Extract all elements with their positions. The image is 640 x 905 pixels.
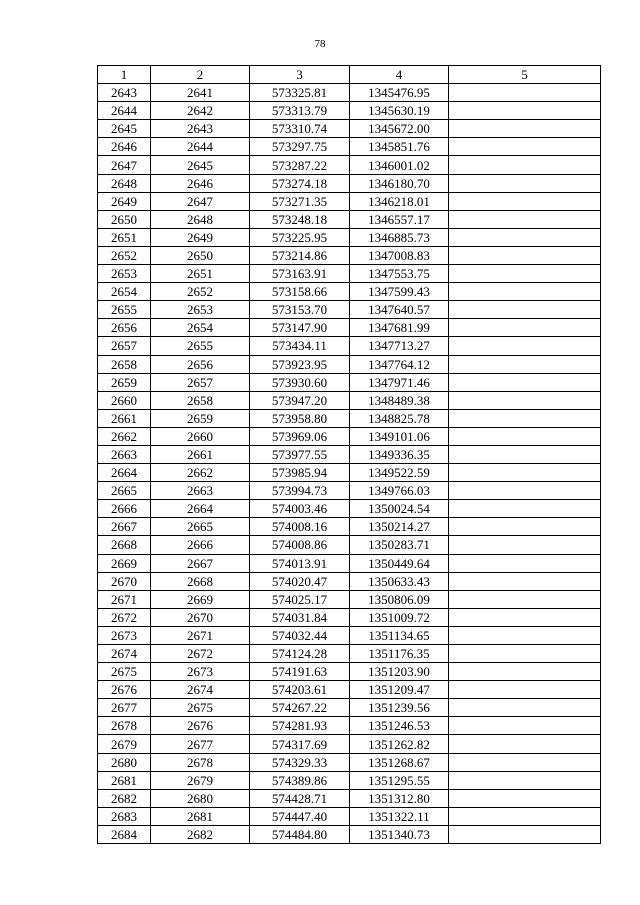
table-cell: 2656	[151, 355, 250, 373]
column-header: 2	[151, 66, 250, 84]
table-row	[98, 536, 601, 554]
table-cell: 1348489.38	[350, 391, 449, 409]
table-cell: 1346885.73	[350, 228, 449, 246]
table-row	[98, 84, 601, 102]
table-cell: 2668	[98, 536, 151, 554]
table-cell	[449, 319, 601, 337]
table-cell: 574025.17	[250, 590, 350, 608]
table-cell: 1351268.67	[350, 753, 449, 771]
table-cell: 573977.55	[250, 445, 350, 463]
table-cell: 1347553.75	[350, 265, 449, 283]
table-cell: 573930.60	[250, 373, 350, 391]
table-cell	[449, 699, 601, 717]
table-cell	[449, 518, 601, 536]
table-cell: 573969.06	[250, 427, 350, 445]
table-cell: 573297.75	[250, 138, 350, 156]
table-cell: 1351176.35	[350, 645, 449, 663]
table-cell: 2647	[151, 192, 250, 210]
table-row	[98, 771, 601, 789]
table-cell	[449, 789, 601, 807]
table-cell	[449, 228, 601, 246]
table-cell: 2648	[98, 174, 151, 192]
table-row	[98, 518, 601, 536]
table-cell: 2651	[151, 265, 250, 283]
table-cell: 573163.91	[250, 265, 350, 283]
table-cell	[449, 626, 601, 644]
table-cell: 574032.44	[250, 626, 350, 644]
table-cell: 2659	[98, 373, 151, 391]
table-cell: 2650	[98, 210, 151, 228]
table-cell: 2650	[151, 246, 250, 264]
table-cell	[449, 771, 601, 789]
table-cell: 574447.40	[250, 807, 350, 825]
table-cell: 1349336.35	[350, 445, 449, 463]
table-row	[98, 319, 601, 337]
table-cell: 2667	[98, 518, 151, 536]
table-cell: 574020.47	[250, 572, 350, 590]
table-cell: 2653	[98, 265, 151, 283]
table-row	[98, 427, 601, 445]
table-cell: 2660	[151, 427, 250, 445]
table-cell: 2672	[151, 645, 250, 663]
table-cell	[449, 753, 601, 771]
column-header: 4	[350, 66, 449, 84]
table-cell: 2651	[98, 228, 151, 246]
table-cell	[449, 554, 601, 572]
table-cell: 2661	[151, 445, 250, 463]
table-cell: 2673	[151, 663, 250, 681]
table-row	[98, 373, 601, 391]
table-cell: 1351322.11	[350, 807, 449, 825]
table-cell: 2671	[98, 590, 151, 608]
table-cell: 1349766.03	[350, 482, 449, 500]
table-cell: 2641	[151, 84, 250, 102]
table-cell: 574008.86	[250, 536, 350, 554]
table-cell	[449, 825, 601, 843]
table-cell: 2674	[98, 645, 151, 663]
table-cell	[449, 482, 601, 500]
table-cell: 574329.33	[250, 753, 350, 771]
table-row	[98, 246, 601, 264]
table-row	[98, 301, 601, 319]
table-cell: 2655	[98, 301, 151, 319]
table-cell: 2674	[151, 681, 250, 699]
table-cell	[449, 246, 601, 264]
table-cell: 574389.86	[250, 771, 350, 789]
table-cell: 573313.79	[250, 102, 350, 120]
table-cell: 574281.93	[250, 717, 350, 735]
table-row	[98, 753, 601, 771]
table-cell: 574203.61	[250, 681, 350, 699]
table-row	[98, 735, 601, 753]
table-cell: 2669	[151, 590, 250, 608]
column-header: 3	[250, 66, 350, 84]
table-cell	[449, 120, 601, 138]
table-cell: 2652	[151, 283, 250, 301]
table-cell	[449, 355, 601, 373]
table-row	[98, 807, 601, 825]
table-row	[98, 174, 601, 192]
table-row	[98, 156, 601, 174]
table-row	[98, 482, 601, 500]
table-cell: 2648	[151, 210, 250, 228]
table-cell: 1351134.65	[350, 626, 449, 644]
table-cell: 2669	[98, 554, 151, 572]
table-cell: 573325.81	[250, 84, 350, 102]
table-cell	[449, 102, 601, 120]
table-cell: 1346180.70	[350, 174, 449, 192]
column-header: 5	[449, 66, 601, 84]
table-cell: 2682	[98, 789, 151, 807]
table-row	[98, 283, 601, 301]
table-cell: 2649	[98, 192, 151, 210]
table-cell: 2644	[151, 138, 250, 156]
table-cell: 1351262.82	[350, 735, 449, 753]
table-cell	[449, 283, 601, 301]
table-cell: 573923.95	[250, 355, 350, 373]
table-cell	[449, 536, 601, 554]
table-cell: 1345851.76	[350, 138, 449, 156]
table-cell: 1350024.54	[350, 500, 449, 518]
table-cell: 573158.66	[250, 283, 350, 301]
table-cell: 2662	[151, 464, 250, 482]
table-cell	[449, 337, 601, 355]
table-cell: 1351340.73	[350, 825, 449, 843]
table-cell: 1350449.64	[350, 554, 449, 572]
table-cell	[449, 681, 601, 699]
table-cell: 1346557.17	[350, 210, 449, 228]
table-cell: 2649	[151, 228, 250, 246]
table-cell: 1347008.83	[350, 246, 449, 264]
table-cell: 1350214.27	[350, 518, 449, 536]
table-cell: 1351203.90	[350, 663, 449, 681]
table-cell: 2675	[98, 663, 151, 681]
table-cell: 1346001.02	[350, 156, 449, 174]
table-cell: 2682	[151, 825, 250, 843]
table-cell: 1350633.43	[350, 572, 449, 590]
table-cell: 2666	[98, 500, 151, 518]
table-cell	[449, 301, 601, 319]
table-cell: 574428.71	[250, 789, 350, 807]
table-row	[98, 500, 601, 518]
table-cell: 574484.80	[250, 825, 350, 843]
table-cell: 573287.22	[250, 156, 350, 174]
table-cell: 573271.35	[250, 192, 350, 210]
table-cell	[449, 735, 601, 753]
table-row	[98, 663, 601, 681]
table-cell: 2643	[98, 84, 151, 102]
table-cell: 2661	[98, 409, 151, 427]
table-cell: 2671	[151, 626, 250, 644]
table-cell: 574124.28	[250, 645, 350, 663]
table-row	[98, 120, 601, 138]
table-row	[98, 138, 601, 156]
table-cell: 2670	[151, 608, 250, 626]
table-cell: 2675	[151, 699, 250, 717]
table-cell	[449, 192, 601, 210]
table-cell: 574008.16	[250, 518, 350, 536]
table-row	[98, 409, 601, 427]
table-cell: 2646	[151, 174, 250, 192]
table-cell: 574031.84	[250, 608, 350, 626]
table-row	[98, 645, 601, 663]
table-cell: 2677	[151, 735, 250, 753]
table-cell	[449, 391, 601, 409]
table-cell: 1347640.57	[350, 301, 449, 319]
table-cell: 2653	[151, 301, 250, 319]
table-row	[98, 445, 601, 463]
table-cell: 2678	[98, 717, 151, 735]
table-row	[98, 681, 601, 699]
table-cell: 2654	[151, 319, 250, 337]
table-row	[98, 608, 601, 626]
table-cell: 1350283.71	[350, 536, 449, 554]
table-cell: 2677	[98, 699, 151, 717]
table-cell	[449, 138, 601, 156]
table-cell	[449, 373, 601, 391]
table-cell: 1347764.12	[350, 355, 449, 373]
table-cell: 1349522.59	[350, 464, 449, 482]
table-cell: 1351009.72	[350, 608, 449, 626]
table-cell: 573958.80	[250, 409, 350, 427]
table-cell: 2678	[151, 753, 250, 771]
table-cell: 573994.73	[250, 482, 350, 500]
table-cell: 2663	[151, 482, 250, 500]
table-cell: 1347681.99	[350, 319, 449, 337]
table-cell	[449, 645, 601, 663]
table-cell	[449, 409, 601, 427]
table-cell: 1346218.01	[350, 192, 449, 210]
table-cell: 574013.91	[250, 554, 350, 572]
table-cell: 2658	[151, 391, 250, 409]
table-cell	[449, 174, 601, 192]
table-cell: 2670	[98, 572, 151, 590]
table-row	[98, 355, 601, 373]
table-cell: 1351246.53	[350, 717, 449, 735]
table-cell: 1350806.09	[350, 590, 449, 608]
table-cell: 1351209.47	[350, 681, 449, 699]
table-cell: 2656	[98, 319, 151, 337]
table-cell: 2645	[98, 120, 151, 138]
table-cell: 2654	[98, 283, 151, 301]
table-cell: 573434.11	[250, 337, 350, 355]
table-cell	[449, 210, 601, 228]
table-cell	[449, 717, 601, 735]
table-row	[98, 210, 601, 228]
table-cell: 2676	[151, 717, 250, 735]
table-cell: 2655	[151, 337, 250, 355]
table-cell: 2657	[98, 337, 151, 355]
table-cell	[449, 590, 601, 608]
table-cell: 2679	[98, 735, 151, 753]
table-row	[98, 102, 601, 120]
table-cell: 1347971.46	[350, 373, 449, 391]
table-body	[98, 84, 601, 844]
table-cell	[449, 156, 601, 174]
table-cell: 2681	[98, 771, 151, 789]
table-cell	[449, 445, 601, 463]
table-cell	[449, 807, 601, 825]
table-cell: 573310.74	[250, 120, 350, 138]
table-cell: 2658	[98, 355, 151, 373]
table-cell	[449, 84, 601, 102]
table-cell: 2665	[151, 518, 250, 536]
table-cell	[449, 464, 601, 482]
table-row	[98, 789, 601, 807]
table-cell	[449, 500, 601, 518]
table-cell: 2684	[98, 825, 151, 843]
table-row	[98, 699, 601, 717]
table-header-row	[98, 66, 601, 84]
table-cell: 2676	[98, 681, 151, 699]
table-cell: 2679	[151, 771, 250, 789]
table-row	[98, 626, 601, 644]
table-cell: 2652	[98, 246, 151, 264]
table-cell	[449, 608, 601, 626]
table-row	[98, 337, 601, 355]
table-cell: 2662	[98, 427, 151, 445]
table-row	[98, 590, 601, 608]
table-cell: 574003.46	[250, 500, 350, 518]
table-cell: 2646	[98, 138, 151, 156]
table-cell: 573147.90	[250, 319, 350, 337]
table-cell	[449, 663, 601, 681]
table-cell: 573248.18	[250, 210, 350, 228]
table-cell: 2683	[98, 807, 151, 825]
table-cell: 2667	[151, 554, 250, 572]
table-cell: 1347599.43	[350, 283, 449, 301]
table-cell: 2645	[151, 156, 250, 174]
table-cell: 2657	[151, 373, 250, 391]
table-cell: 573225.95	[250, 228, 350, 246]
table-cell: 1347713.27	[350, 337, 449, 355]
table-cell: 1351312.80	[350, 789, 449, 807]
table-cell: 2664	[98, 464, 151, 482]
table-cell: 2681	[151, 807, 250, 825]
table-cell: 1345476.95	[350, 84, 449, 102]
table-cell: 573274.18	[250, 174, 350, 192]
table-row	[98, 554, 601, 572]
table-cell: 2664	[151, 500, 250, 518]
table-cell: 1348825.78	[350, 409, 449, 427]
table-cell: 2680	[151, 789, 250, 807]
table-cell: 2647	[98, 156, 151, 174]
table-cell: 2668	[151, 572, 250, 590]
table-cell: 574191.63	[250, 663, 350, 681]
table-cell: 574317.69	[250, 735, 350, 753]
table-row	[98, 265, 601, 283]
table-cell: 2663	[98, 445, 151, 463]
table-cell: 2673	[98, 626, 151, 644]
table-cell: 1351239.56	[350, 699, 449, 717]
coordinates-table	[97, 65, 601, 844]
table-cell: 2642	[151, 102, 250, 120]
table-cell: 2644	[98, 102, 151, 120]
table-row	[98, 228, 601, 246]
table-row	[98, 572, 601, 590]
table-cell: 2643	[151, 120, 250, 138]
table-cell: 2660	[98, 391, 151, 409]
table-cell: 1345630.19	[350, 102, 449, 120]
table-cell: 1345672.00	[350, 120, 449, 138]
table-row	[98, 192, 601, 210]
table-cell: 573985.94	[250, 464, 350, 482]
table-cell: 2665	[98, 482, 151, 500]
column-header: 1	[98, 66, 151, 84]
table-row	[98, 464, 601, 482]
table-cell	[449, 427, 601, 445]
table-cell: 2680	[98, 753, 151, 771]
table-cell: 573947.20	[250, 391, 350, 409]
table-cell	[449, 265, 601, 283]
table-row	[98, 825, 601, 843]
table-cell: 2666	[151, 536, 250, 554]
table-row	[98, 391, 601, 409]
table-cell: 1349101.06	[350, 427, 449, 445]
table-cell: 573214.86	[250, 246, 350, 264]
table-cell: 574267.22	[250, 699, 350, 717]
table-cell	[449, 572, 601, 590]
table-cell: 573153.70	[250, 301, 350, 319]
table-cell: 1351295.55	[350, 771, 449, 789]
page-number: 78	[314, 38, 326, 50]
table-row	[98, 717, 601, 735]
table-cell: 2659	[151, 409, 250, 427]
table-cell: 2672	[98, 608, 151, 626]
